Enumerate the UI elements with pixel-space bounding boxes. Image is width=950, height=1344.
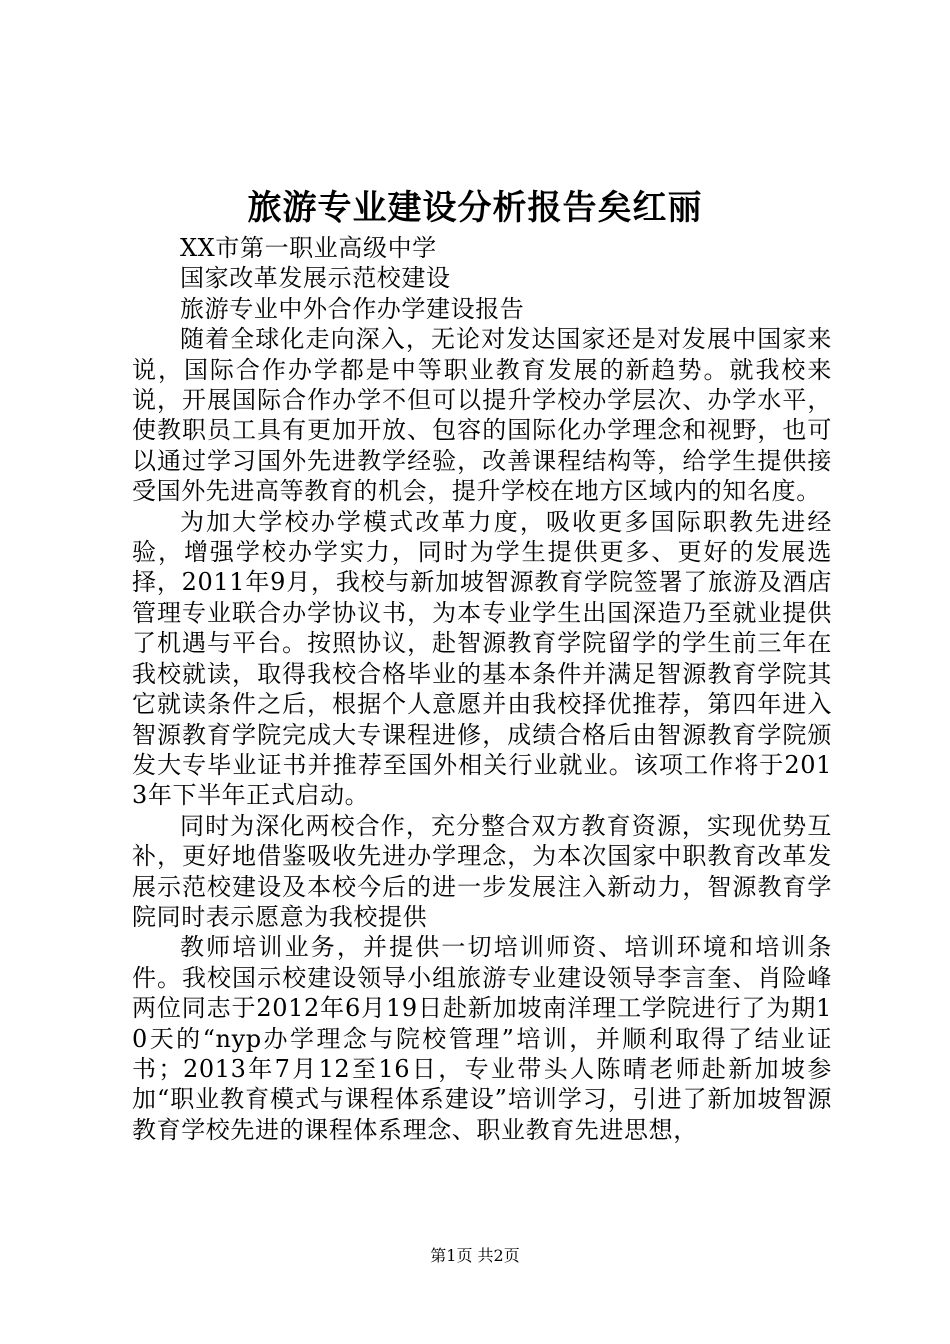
- paragraph-report-name: 旅游专业中外合作办学建设报告: [180, 294, 525, 323]
- document-title: 旅游专业建设分析报告矣红丽: [247, 188, 703, 228]
- page-footer: 第1页 共2页: [430, 1246, 520, 1265]
- paragraph-training: 教师培训业务，并提供一切培训师资、培训环境和培训条件。我校国示校建设领导小组旅游专业建设领导李言奎、肖险峰两位同志于2012年6月19日赴新加坡南洋理工学院进行了为期10天的“nyp办学理念与院校管理”培训，并顺利取得了结业证书；2013年7月12至16日，专业带头人陈晴老师赴新加坡参加“职业教育模式与课程体系建设”培训学习，引进了新加坡智源教育学校先进的课程体系理念、职业教育先进思想，: [132, 933, 832, 1144]
- paragraph-agreement: 为加大学校办学模式改革力度，吸收更多国际职教先进经验，增强学校办学实力，同时为学生提供更多、更好的发展选择，2011年9月，我校与新加坡智源教育学院签署了旅游及酒店管理专业联合办学协议书，为本专业学生出国深造乃至就业提供了机遇与平台。按照协议，赴智源教育学院留学的学生前三年在我校就读，取得我校合格毕业的基本条件并满足智源教育学院其它就读条件之后，根据个人意愿并由我校择优推荐，第四年进入智源教育学院完成大专课程进修，成绩合格后由智源教育学院颁发大专毕业证书并推荐至国外相关行业就业。该项工作将于2013年下半年正式启动。: [132, 507, 832, 810]
- document-body: [132, 233, 832, 1145]
- paragraph-school-name: XX市第一职业高级中学: [180, 234, 437, 262]
- paragraph-project-name: 国家改革发展示范校建设: [180, 264, 451, 293]
- paragraph-cooperation: 同时为深化两校合作，充分整合双方教育资源，实现优势互补，更好地借鉴吸收先进办学理念，为本次国家中职教育改革发展示范校建设及本校今后的进一步发展注入新动力，智源教育学院同时表示愿意为我校提供: [132, 811, 832, 931]
- paragraph-intro: 随着全球化走向深入，无论对发达国家还是对发展中国家来说，国际合作办学都是中等职业教育发展的新趋势。就我校来说，开展国际合作办学不但可以提升学校办学层次、办学水平，使教职员工具有更加开放、包容的国际化办学理念和视野，也可以通过学习国外先进教学经验，改善课程结构等，给学生提供接受国外先进高等教育的机会，提升学校在地方区域内的知名度。: [132, 325, 832, 506]
